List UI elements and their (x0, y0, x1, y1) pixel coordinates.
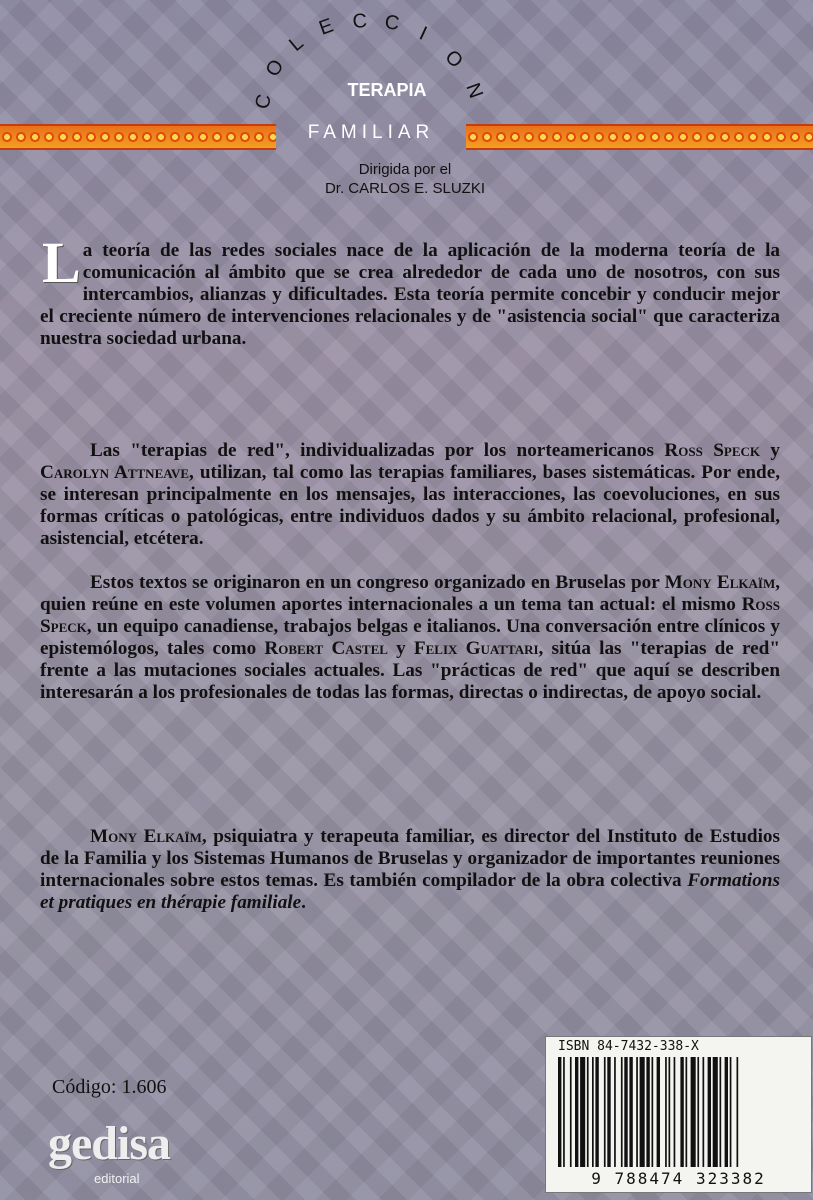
publisher-logo: gedisa (48, 1117, 171, 1170)
barcode-bar (725, 1057, 728, 1167)
paragraph-terapias-de-red (40, 440, 780, 550)
text-run: , psiquiatra y terapeuta familiar, es director del Instituto de Estudios de la Familia y los Sistemas Humanos de Bruselas y organizador de importantes reuniones internacionales sobre estos temas. Es también compilador de la obra colectiva (40, 826, 780, 891)
barcode-bars (556, 1057, 801, 1167)
arc-letter: O (440, 45, 468, 73)
arc-letter: N (461, 80, 487, 102)
barcode-bar (558, 1057, 561, 1167)
codigo-label: Código: 1.606 (52, 1076, 167, 1098)
barcode-bar (657, 1057, 660, 1167)
drop-cap: L (42, 230, 81, 295)
text-run: , sitúa las "terapias de red" frente a las mutaciones sociales actuales. Las "prácticas de red" que aquí se describen interesarán a los profesionales de todas las formas, directas o indirectas, de apoyo social. (40, 638, 780, 703)
ornament-band-left (0, 124, 276, 150)
series-familiar: FAMILIAR (307, 122, 435, 143)
text-run: , utilizan, tal como las terapias familiares, bases sistemáticas. Por ende, se interesan principalmente en los mensajes, las interacciones, las coevoluciones, en sus formas críticas o patológicas, entre individuos dados y su ámbito relacional, profesional, asistencial, etcétera. (40, 462, 781, 549)
author-name: Felix Guattari (413, 638, 539, 659)
text-run: , un equipo canadiense, trabajos belgas e italianos. Una conversación entre clínicos y epistemólogos, tales como (40, 616, 780, 659)
barcode-bar (730, 1057, 732, 1167)
barcode-bar (580, 1057, 585, 1167)
isbn-label: ISBN 84-7432-338-X (558, 1039, 699, 1054)
ean-number: 9 788474 323382 (591, 1169, 766, 1188)
text-run: Las "terapias de red", individualizadas por los norteamericanos (90, 440, 665, 461)
author-name: Ross Speck (664, 440, 761, 461)
barcode-bar (720, 1057, 722, 1167)
arc-letter: C (251, 92, 276, 112)
ornament-band-right (466, 124, 813, 150)
author-name: Ross Speck (40, 594, 780, 637)
barcode-bar (737, 1057, 739, 1167)
arc-letter: O (261, 55, 289, 81)
barcode-bar (652, 1057, 654, 1167)
paragraph-congreso (40, 572, 780, 704)
arc-letter: I (415, 22, 431, 45)
barcode-panel (545, 1036, 812, 1193)
author-name: Mony Elkaïm (664, 572, 776, 593)
barcode-bar (646, 1057, 649, 1167)
series-director (280, 160, 530, 198)
text-run: y (760, 440, 781, 461)
author-name: Robert Castel (264, 638, 388, 659)
arc-letter: E (316, 14, 337, 40)
barcode-bar (713, 1057, 718, 1167)
intro-paragraph (40, 230, 780, 350)
author-name: Mony Elkaïm (90, 826, 202, 847)
barcode-bar (595, 1057, 598, 1167)
publisher-subtitle: editorial (94, 1171, 140, 1186)
coleccion-arc (0, 0, 813, 120)
barcode-bar (703, 1057, 705, 1167)
barcode-bar (587, 1057, 589, 1167)
barcode-bar (708, 1057, 711, 1167)
barcode-bar (640, 1057, 645, 1167)
paragraph-author-bio (40, 826, 780, 914)
barcode-bar (669, 1057, 671, 1167)
barcode-bar (674, 1057, 676, 1167)
text-run: Estos textos se originaron en un congreso organizado en Bruselas por (90, 572, 665, 593)
author-name: Carolyn Attneave (40, 462, 190, 483)
arc-letter: C (351, 10, 368, 33)
text-run: y (387, 638, 414, 659)
barcode-bar (607, 1057, 610, 1167)
barcode-bar (629, 1057, 632, 1167)
intro-text: a teoría de las redes sociales nace de la aplicación de la moderna teoría de la comunicación al ámbito que se crea alrededor de cada uno de nosotros, con sus intercambios, alianzas y dificultades. Esta teoría permite concebir y conducir mejor el creciente número de intervenciones relacionales y de "asistencia social" que caracteriza nuestra sociedad urbana. (40, 240, 780, 349)
barcode-bar (691, 1057, 696, 1167)
arc-letter: C (383, 11, 401, 35)
barcode-bar (697, 1057, 699, 1167)
barcode-bar (563, 1057, 565, 1167)
director-name: Dr. CARLOS E. SLUZKI (324, 180, 486, 197)
barcode-bar (686, 1057, 688, 1167)
barcode-bar (680, 1057, 683, 1167)
barcode-bar (592, 1057, 594, 1167)
barcode-bar (575, 1057, 578, 1167)
barcode-bar (621, 1057, 623, 1167)
barcode-bar (636, 1057, 638, 1167)
series-terapia: TERAPIA (347, 80, 427, 100)
arc-letter: L (285, 31, 308, 56)
directed-by-label: Dirigida por el (358, 161, 452, 178)
barcode-bar (665, 1057, 667, 1167)
text-run: . (301, 892, 306, 913)
barcode-bar (624, 1057, 627, 1167)
text-run: , quien reúne en este volumen aportes internacionales a un tema tan actual: el mismo (40, 572, 781, 615)
book-title: Formations et pratiques en thérapie familiale (40, 870, 780, 913)
barcode-bar (604, 1057, 606, 1167)
barcode-bar (614, 1057, 616, 1167)
barcode-bar (570, 1057, 572, 1167)
